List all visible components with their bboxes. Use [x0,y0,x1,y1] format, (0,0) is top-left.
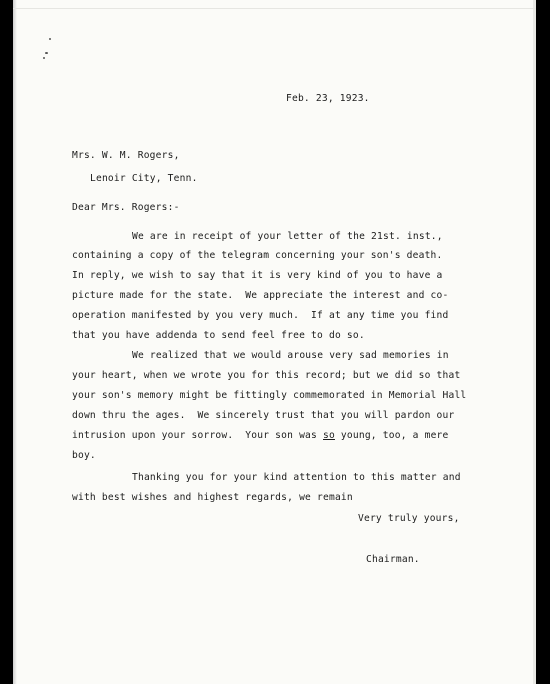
closing: Very truly yours, [358,513,460,524]
paragraph3-line: with best wishes and highest regards, we remain [72,492,353,503]
underlined-word: so [323,430,335,441]
paragraph2-line: We realized that we would arouse very sad memories in [132,350,449,361]
paragraph1-line: operation manifested by you very much. If at any time you find [72,310,449,321]
page-edge-shadow [13,0,17,684]
paragraph1-line: In reply, we wish to say that it is very kind of you to have a [72,270,443,281]
recipient-city: Lenoir City, Tenn. [90,173,198,184]
paragraph1-line: We are in receipt of your letter of the 21st. inst., [132,231,443,242]
signature-title: Chairman. [366,554,420,565]
paragraph3-line: Thanking you for your kind attention to this matter and [132,472,461,483]
paragraph1-line: that you have addenda to send feel free to do so. [72,330,365,341]
paragraph2-line-start: intrusion upon your sorrow. Your son was [72,430,323,441]
letter-date: Feb. 23, 1923. [286,93,370,104]
page-top-crease [13,8,536,9]
scan-specks [43,38,73,68]
paragraph2-line [72,431,449,441]
letter-page [13,0,536,684]
paragraph2-line: your heart, when we wrote you for this record; but we did so that [72,370,461,381]
paragraph1-line: picture made for the state. We appreciate the interest and co- [72,290,449,301]
paragraph2-line: down thru the ages. We sincerely trust that you will pardon our [72,410,455,421]
salutation: Dear Mrs. Rogers:- [72,202,180,213]
paragraph2-line: your son's memory might be fittingly commemorated in Memorial Hall [72,390,467,401]
paragraph1-line: containing a copy of the telegram concerning your son's death. [72,250,443,261]
paragraph2-line: boy. [72,450,96,461]
recipient-name: Mrs. W. M. Rogers, [72,150,180,161]
paragraph2-line-end: young, too, a mere [334,430,449,441]
page-right-edge [533,0,536,684]
